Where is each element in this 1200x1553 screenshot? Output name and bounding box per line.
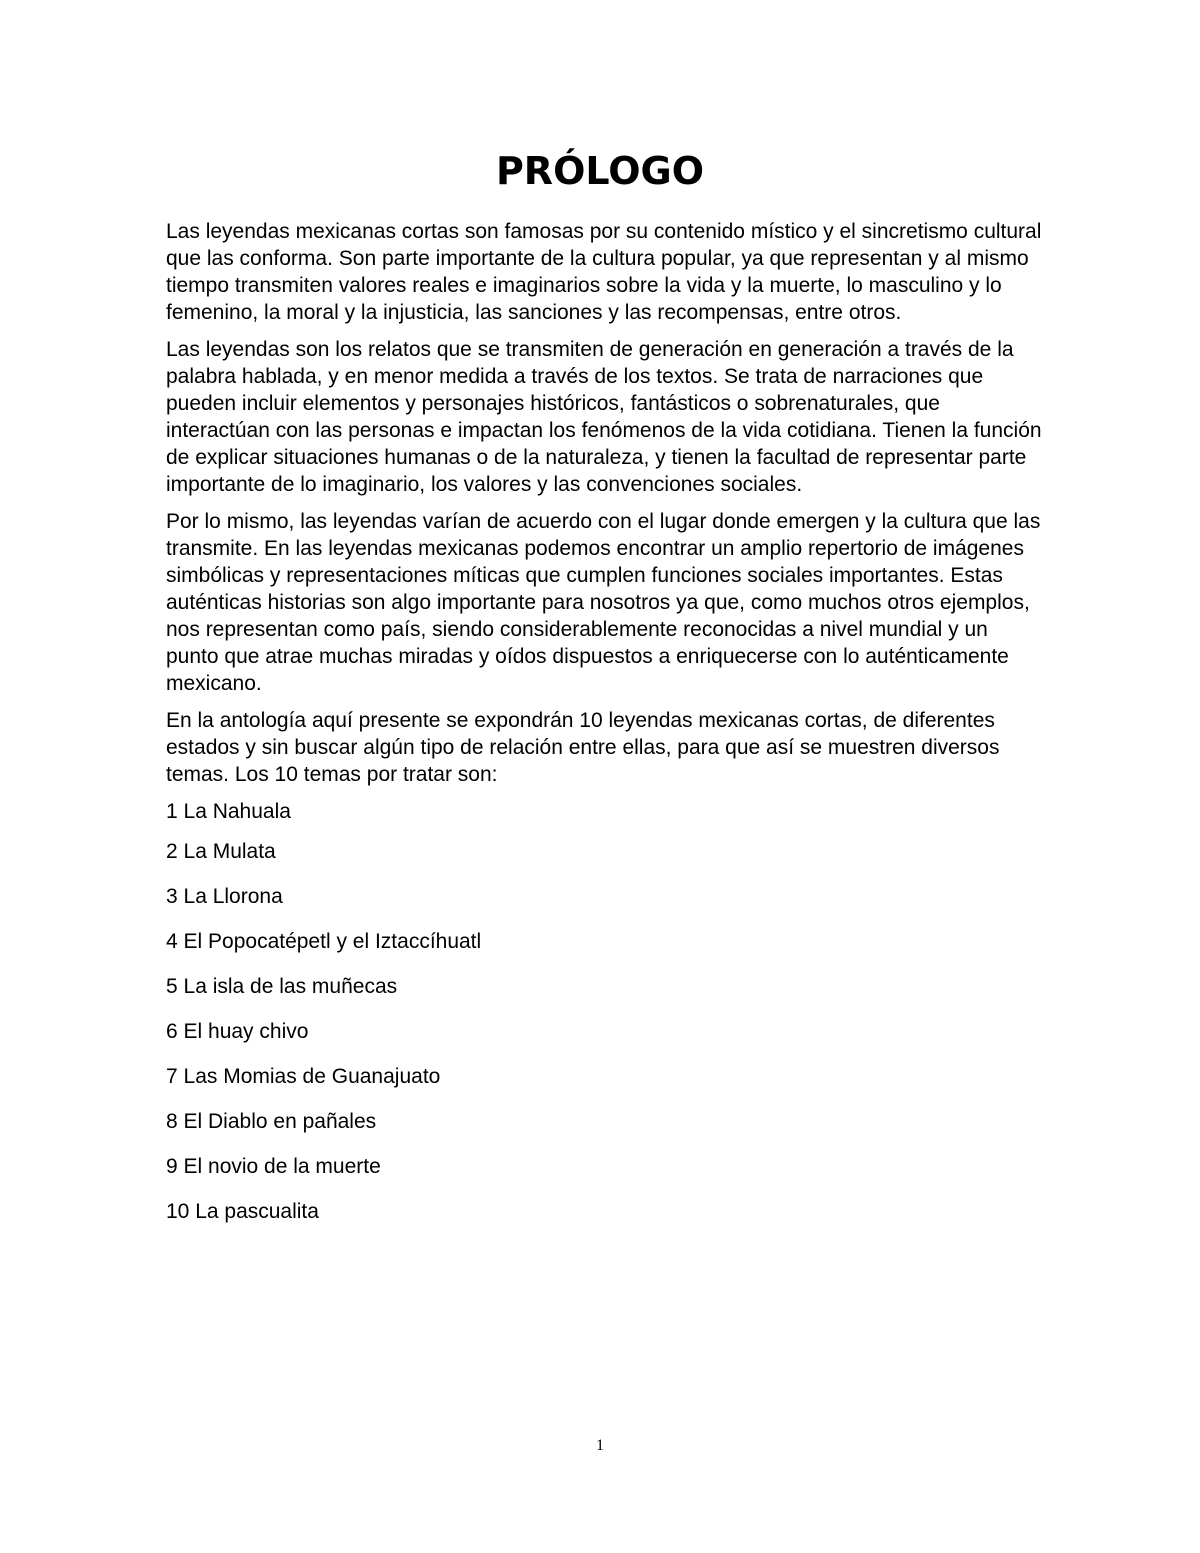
paragraph-3: Por lo mismo, las leyendas varían de acuerdo con el lugar donde emergen y la cultura que las transmite. En las leyendas mexicanas podemos encontrar un amplio repertorio de imágenes simbólicas y representaciones míticas que cumplen funciones sociales importantes. Estas auténticas historias son algo importante para nosotros ya que, como muchos otros ejemplos, nos representan como país, siendo considerablemente reconocidas a nivel mundial y un punto que atrae muchas miradas y oídos dispuestos a enriquecerse con lo auténticamente mexicano. bbox=[166, 510, 1041, 695]
list-item: 3 La Llorona bbox=[166, 885, 283, 908]
list-item: 6 El huay chivo bbox=[166, 1020, 309, 1043]
paragraph-1: Las leyendas mexicanas cortas son famosas por su contenido místico y el sincretismo cultural que las conforma. Son parte importante de la cultura popular, ya que representan y al mismo tiempo transmiten valores reales e imaginarios sobre la vida y la muerte, lo masculino y lo femenino, la moral y la injusticia, las sanciones y las recompensas, entre otros. bbox=[166, 220, 1042, 324]
list-item: 1 La Nahuala bbox=[166, 800, 291, 823]
list-item: 10 La pascualita bbox=[166, 1200, 319, 1223]
prologue-body bbox=[166, 218, 1046, 1243]
list-item: 4 El Popocatépetl y el Iztaccíhuatl bbox=[166, 930, 482, 953]
paragraph-2: Las leyendas son los relatos que se transmiten de generación en generación a través de la palabra hablada, y en menor medida a través de los textos. Se trata de narraciones que pueden incluir elementos y personajes históricos, fantásticos o sobrenaturales, que interactúan con las personas e impactan los fenómenos de la vida cotidiana. Tienen la función de explicar situaciones humanas o de la naturaleza, y tienen la facultad de representar parte importante de lo imaginario, los valores y las convenciones sociales. bbox=[166, 338, 1042, 496]
topics-list bbox=[166, 798, 1046, 1243]
page-title: PRÓLOGO bbox=[495, 149, 705, 193]
list-item: 7 Las Momias de Guanajuato bbox=[166, 1065, 441, 1088]
list-item: 9 El novio de la muerte bbox=[166, 1155, 381, 1178]
list-item: 8 El Diablo en pañales bbox=[166, 1110, 377, 1133]
page-number: 1 bbox=[596, 1437, 604, 1454]
list-item: 2 La Mulata bbox=[166, 840, 276, 863]
list-item: 5 La isla de las muñecas bbox=[166, 975, 398, 998]
paragraph-4: En la antología aquí presente se expondrán 10 leyendas mexicanas cortas, de diferentes estados y sin buscar algún tipo de relación entre ellas, para que así se muestren diversos temas. Los 10 temas por tratar son: bbox=[166, 709, 1000, 786]
